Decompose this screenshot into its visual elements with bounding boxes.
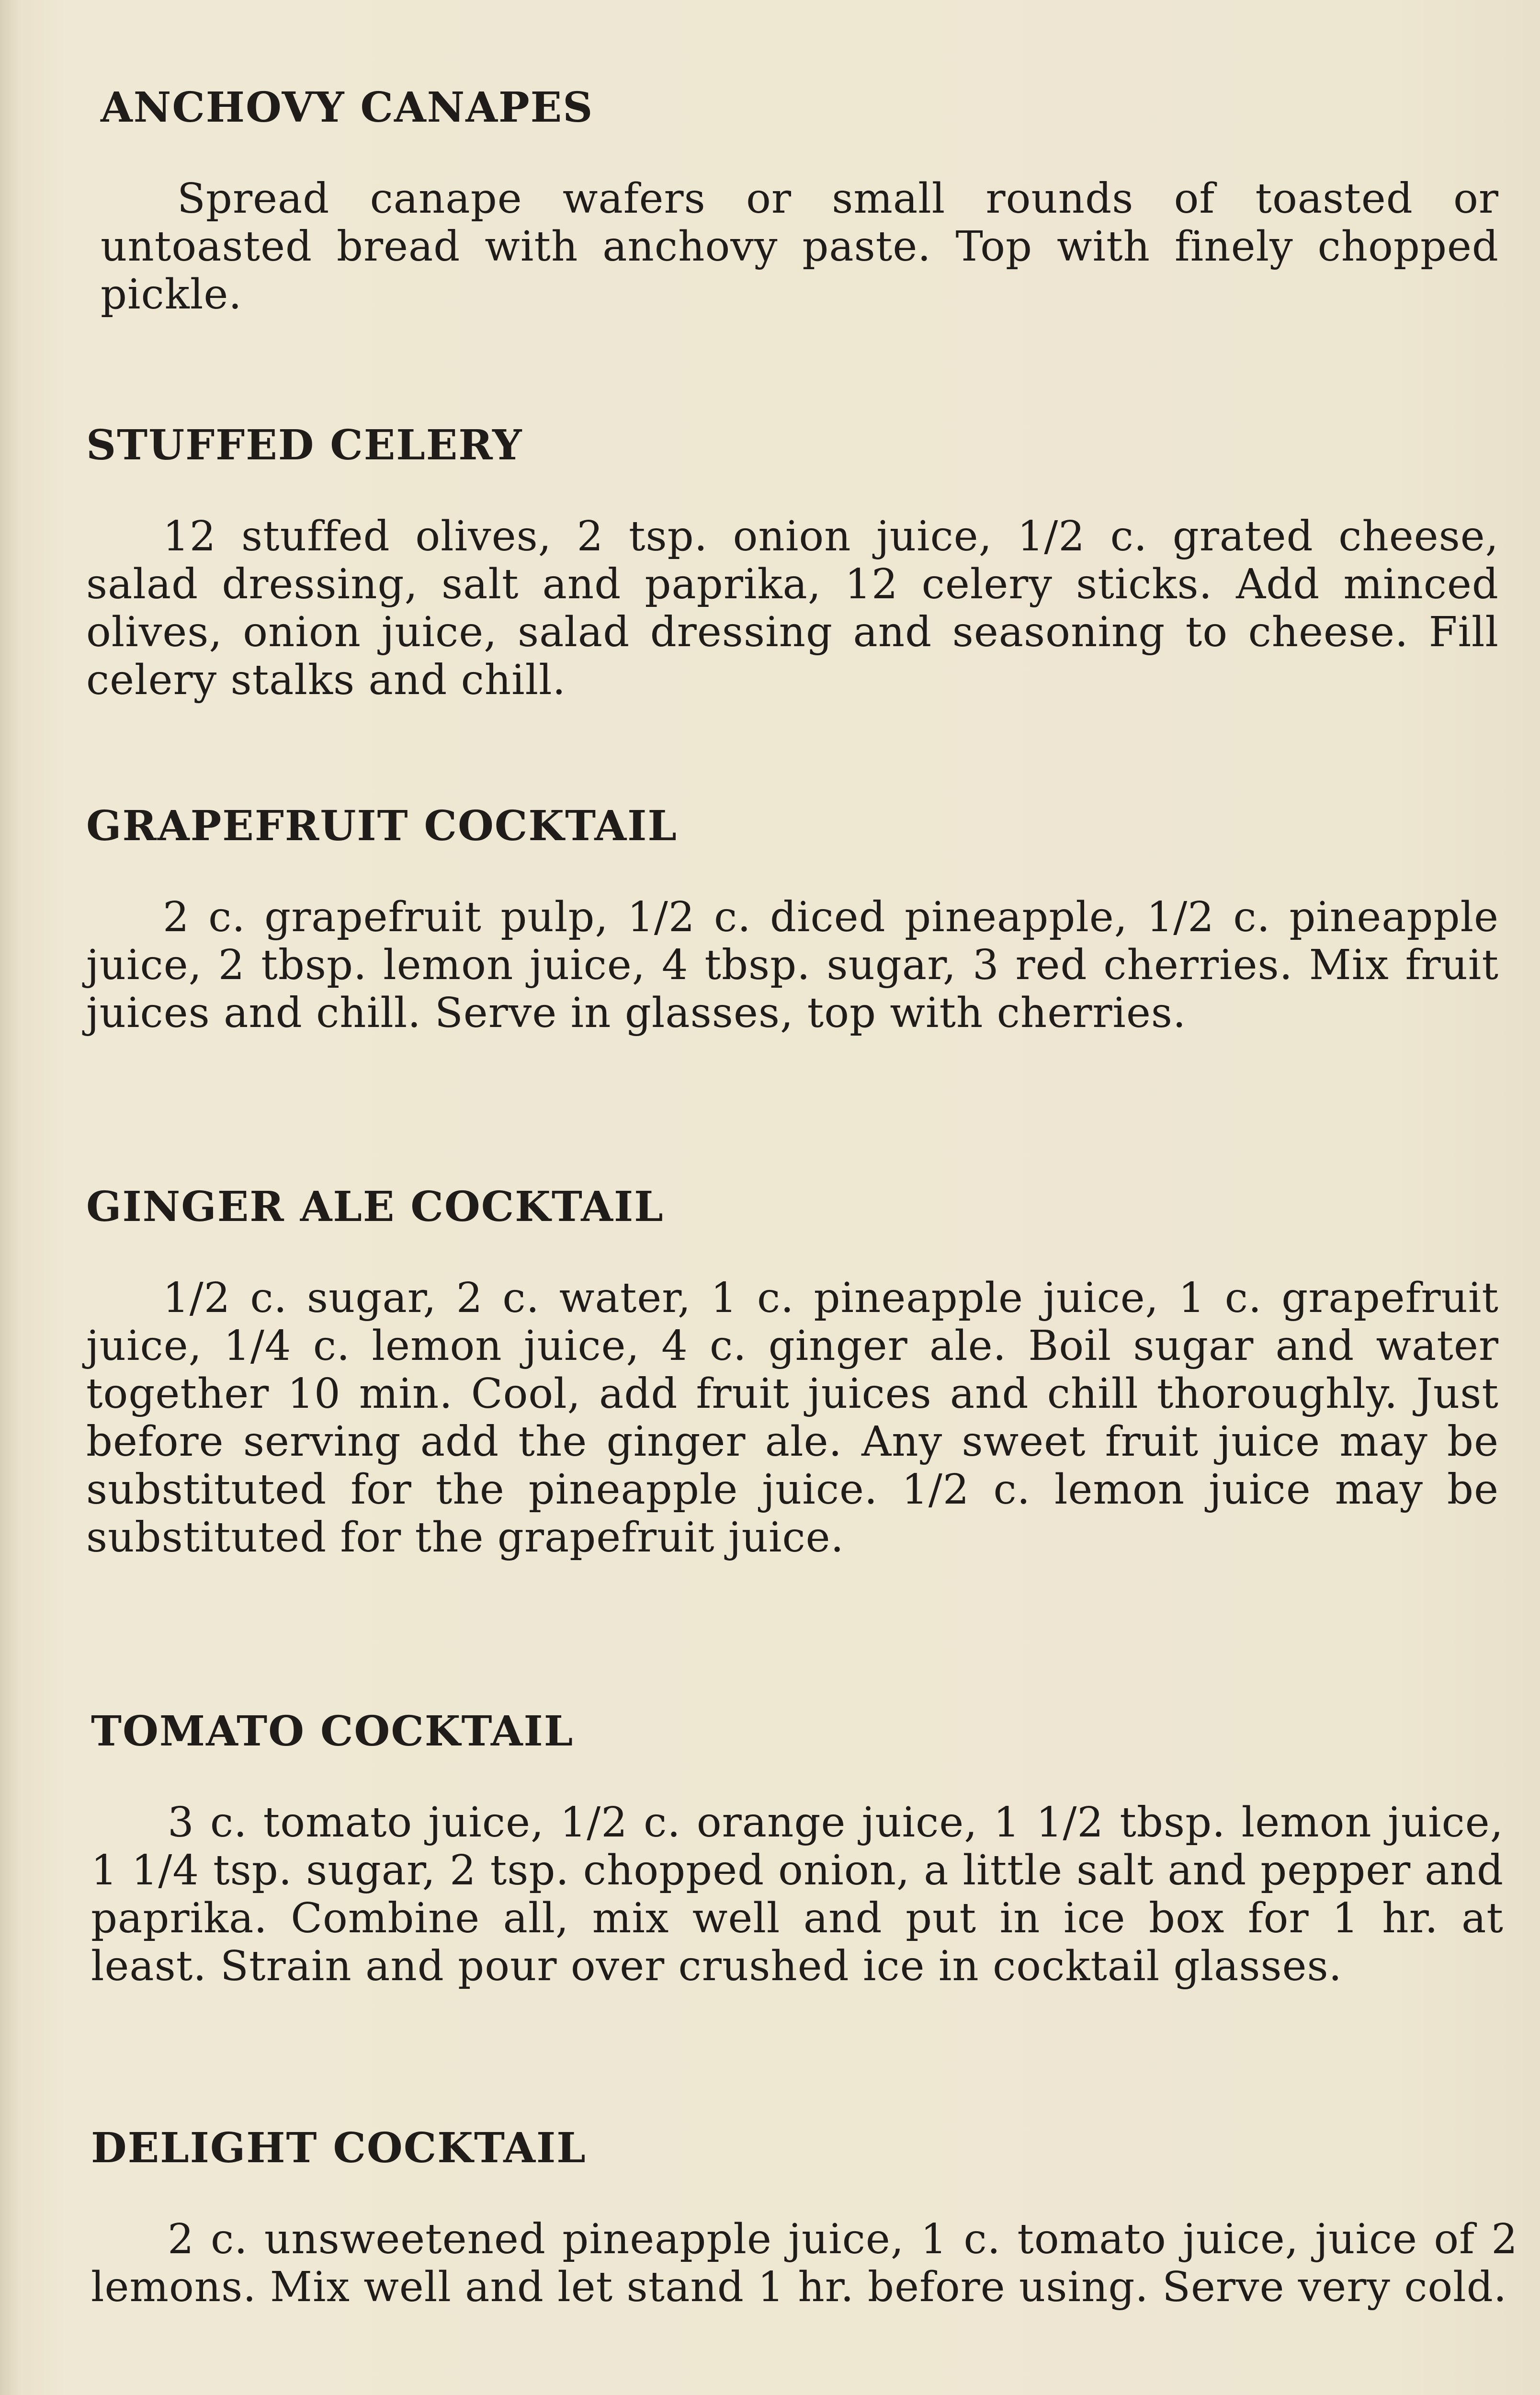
recipe-ginger-ale-cocktail: [86, 1183, 1499, 1603]
recipe-stuffed-celery: [86, 422, 1499, 745]
recipe-instructions: 2 c. grapefruit pulp, 1/2 c. diced pineapple, 1/2 c. pineapple juice, 2 tbsp. lemon juice, 4 tbsp. sugar, 3 red cherries. Mix fruit juices and chill. Serve in glasses, top with cherries.: [86, 893, 1499, 1037]
recipe-title: TOMATO COCKTAIL: [91, 1707, 574, 1756]
recipe-instructions: Spread canape wafers or small rounds of toasted or untoasted bread with anchovy paste. Top with finely chopped pickle.: [101, 175, 1499, 319]
recipe-title: GINGER ALE COCKTAIL: [86, 1183, 664, 1231]
recipe-instructions: 3 c. tomato juice, 1/2 c. orange juice, 1 1/2 tbsp. lemon juice, 1 1/4 tsp. sugar, 2 tsp. chopped onion, a little salt and pepper and paprika. Combine all, mix well and put in ice box for 1 hr. at least. Strain and pour over crushed ice in cocktail glasses.: [91, 1799, 1504, 1990]
recipe-tomato-cocktail: [91, 1708, 1504, 2031]
recipe-grapefruit-cocktail: [86, 802, 1499, 1078]
recipe-delight-cocktail: [91, 2124, 1518, 2352]
recipe-instructions: 1/2 c. sugar, 2 c. water, 1 c. pineapple juice, 1 c. grapefruit juice, 1/4 c. lemon juice, 4 c. ginger ale. Boil sugar and water together 10 min. Cool, add fruit juices and chill thoroughly. Just before serving add the ginger ale. Any sweet fruit juice may be substituted for the pineapple juice. 1/2 c. lemon juice may be substituted for the grapefruit juice.: [86, 1274, 1499, 1562]
recipe-instructions: 12 stuffed olives, 2 tsp. onion juice, 1/2 c. grated cheese, salad dressing, salt and paprika, 12 celery sticks. Add minced olives, onion juice, salad dressing and seasoning to cheese. Fill celery stalks and chill.: [86, 513, 1499, 704]
recipe-title: DELIGHT COCKTAIL: [91, 2124, 587, 2172]
recipe-instructions: 2 c. unsweetened pineapple juice, 1 c. tomato juice, juice of 2 lemons. Mix well and let stand 1 hr. before using. Serve very cold.: [91, 2215, 1518, 2311]
recipe-anchovy-canapes: [101, 84, 1499, 360]
recipe-title: STUFFED CELERY: [86, 421, 523, 469]
recipe-title: ANCHOVY CANAPES: [101, 83, 594, 132]
recipe-title: GRAPEFRUIT COCKTAIL: [86, 802, 678, 850]
